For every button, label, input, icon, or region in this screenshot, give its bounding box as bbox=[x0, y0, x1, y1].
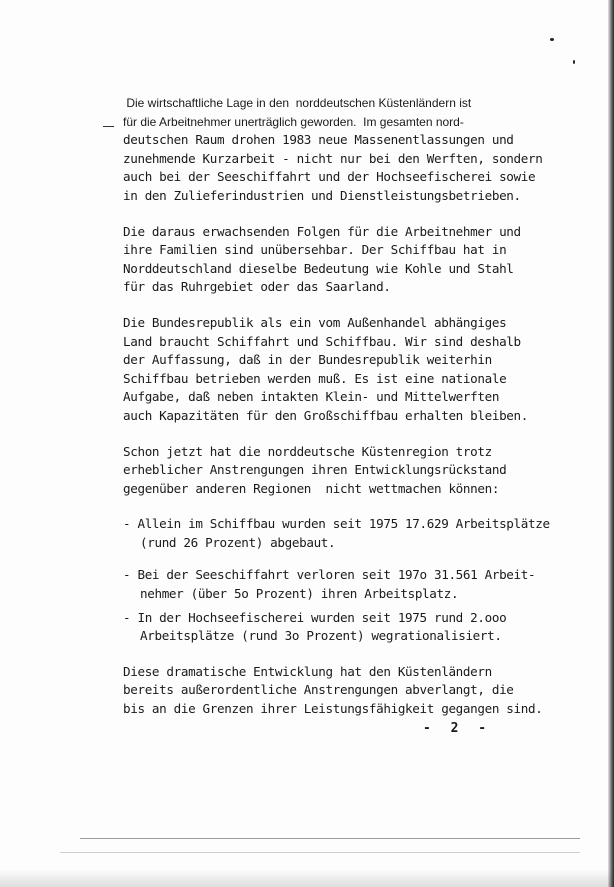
text-line: Diese dramatische Entwicklung hat den Küstenländern bbox=[123, 663, 492, 679]
text-line: Schiffbau betrieben werden muß. Es ist eine nationale bbox=[123, 370, 507, 386]
paragraph-4 bbox=[123, 443, 563, 499]
margin-mark bbox=[103, 126, 114, 127]
paragraph-2 bbox=[123, 223, 563, 297]
text-line: ihre Familien sind unübersehbar. Der Schiffbau hat in bbox=[123, 242, 507, 258]
text-line: deutschen Raum drohen 1983 neue Massenentlassungen und bbox=[123, 132, 514, 148]
closing-paragraph bbox=[123, 663, 563, 719]
text-line: der Auffassung, daß in der Bundesrepublik weiterhin bbox=[123, 352, 492, 368]
scan-speck bbox=[573, 60, 575, 64]
bullet-item-first-line: - Bei der Seeschiffahrt verloren seit 197o 31.561 Arbeit- bbox=[123, 567, 536, 583]
text-line: Land braucht Schiffahrt und Schiffbau. Wir sind deshalb bbox=[123, 333, 521, 349]
paragraph-1 bbox=[123, 94, 563, 206]
text-line: auch bei der Seeschiffahrt und der Hochseefischerei sowie bbox=[123, 169, 536, 185]
text-line: für die Arbeitnehmer unerträglich geworden. Im gesamten nord- bbox=[123, 114, 464, 129]
text-line: für das Ruhrgebiet oder das Saarland. bbox=[123, 279, 391, 295]
bottom-rule bbox=[80, 838, 580, 839]
text-line: erheblicher Anstrengungen ihren Entwicklungsrückstand bbox=[123, 462, 507, 478]
text-line: gegenüber anderen Regionen nicht wettmachen können: bbox=[123, 480, 500, 496]
scan-edge-bottom bbox=[0, 869, 614, 887]
text-line: in den Zulieferindustrien und Dienstleistungsbetrieben. bbox=[123, 187, 521, 203]
bullet-item-continuation: Arbeitsplätze (rund 3o Prozent) wegrationalisiert. bbox=[140, 628, 502, 644]
text-line: Die Bundesrepublik als ein vom Außenhandel abhängiges bbox=[123, 314, 507, 330]
text-line: auch Kapazitäten für den Großschiffbau erhalten bleiben. bbox=[123, 407, 528, 423]
text-line: bis an die Grenzen ihrer Leistungsfähigkeit gegangen sind. bbox=[123, 701, 543, 717]
scan-edge-right bbox=[608, 0, 614, 887]
text-line: zunehmende Kurzarbeit - nicht nur bei den Werften, sondern bbox=[123, 150, 543, 166]
text-line: Die wirtschaftliche Lage in den norddeutschen Küstenländern ist bbox=[123, 96, 472, 110]
bullet-item-continuation: (rund 26 Prozent) abgebaut. bbox=[140, 534, 336, 550]
bullet-item-first-line: - In der Hochseefischerei wurden seit 1975 rund 2.ooo bbox=[123, 609, 507, 625]
text-line: Schon jetzt hat die norddeutsche Küstenregion trotz bbox=[123, 443, 492, 459]
bullet-item-first-line: - Allein im Schiffbau wurden seit 1975 17.629 Arbeitsplätze bbox=[123, 516, 550, 532]
bullet-item-continuation: nehmer (über 5o Prozent) ihren Arbeitsplatz. bbox=[140, 586, 459, 602]
page-number: - 2 - bbox=[423, 721, 493, 736]
bottom-rule-secondary bbox=[60, 852, 580, 853]
text-line: bereits außerordentliche Anstrengungen abverlangt, die bbox=[123, 682, 514, 698]
text-line: Aufgabe, daß neben intakten Klein- und Mittelwerften bbox=[123, 389, 500, 405]
scan-speck bbox=[550, 38, 554, 41]
text-line: Die daraus erwachsenden Folgen für die Arbeitnehmer und bbox=[123, 223, 521, 239]
paragraph-3 bbox=[123, 314, 563, 426]
body-text bbox=[123, 94, 563, 719]
bullet-list bbox=[123, 515, 563, 646]
text-line: Norddeutschland dieselbe Bedeutung wie Kohle und Stahl bbox=[123, 260, 514, 276]
